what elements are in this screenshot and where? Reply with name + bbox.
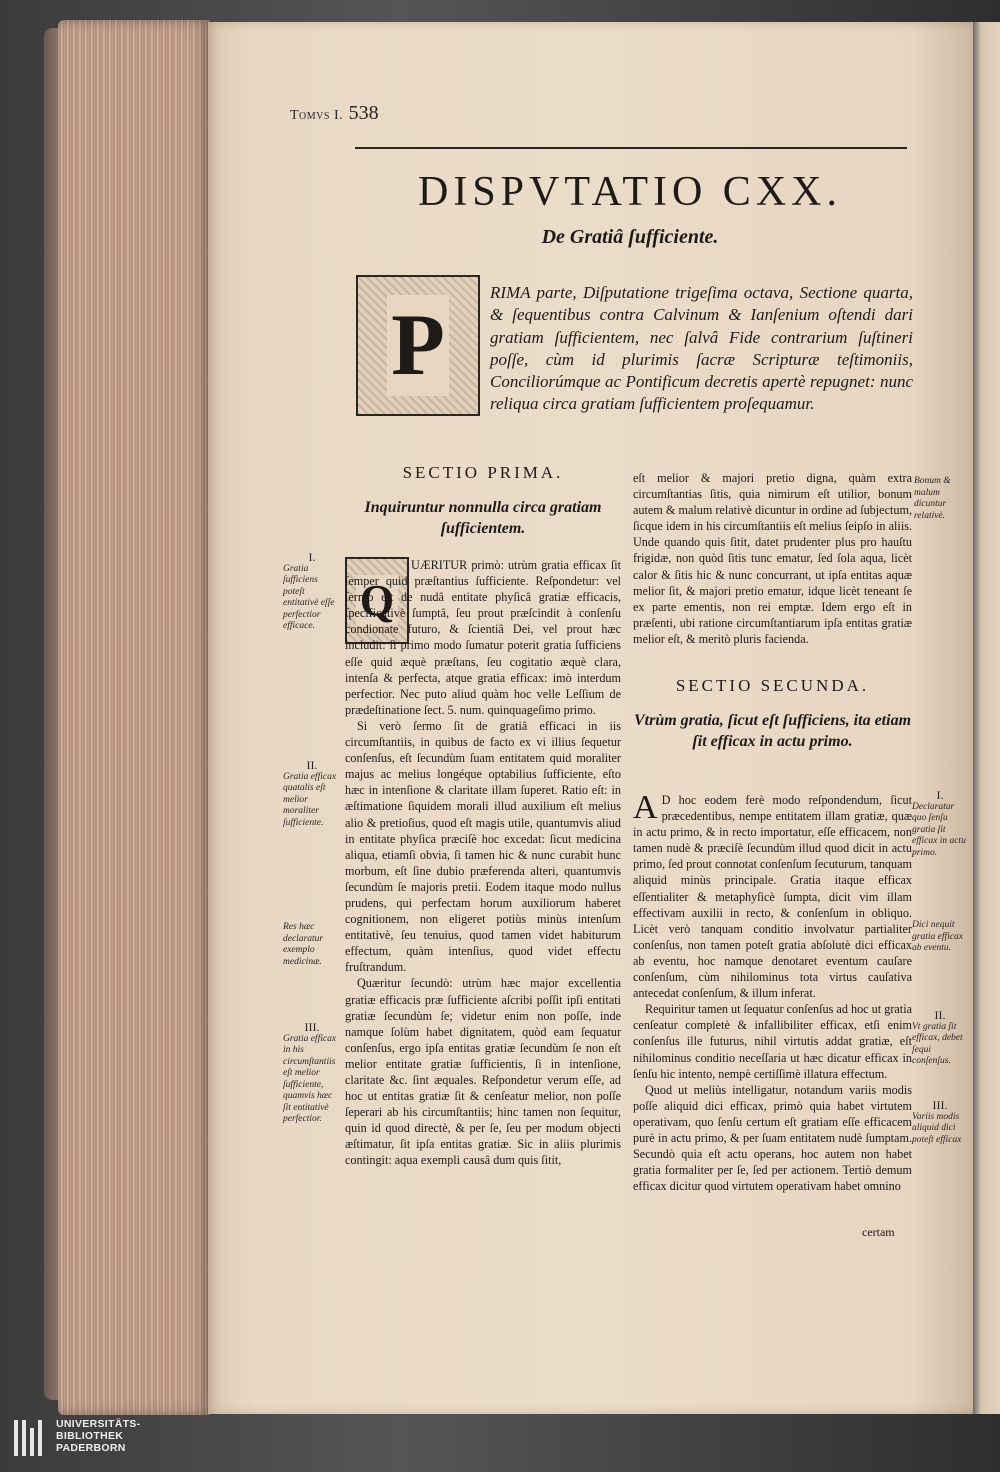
margin-note	[912, 1010, 968, 1068]
paragraph: Requiritur tamen ut ſequatur conſenſus ad hoc ut gratia cenſeatur completè & infallibiliter efficax, etſi enim conſenſus ille futurus, nihil virtutis addat gratiæ, eſt nihilominus conditio neceſſaria ut hæc dicatur efficax in ſenſu hic intento, nempè certiſſimè illatura effectum.	[633, 1002, 912, 1081]
paragraph: Si verò ſermo ſit de gratiâ efficaci in iis circumſtantiis, in quibus de facto ex vi illius ſequetur conſenſus, eſt ſecundùm ſuam entitatem quid moraliter majus ac melius longéque optabilius ſufficiente, eſto hæc in intenſione & claritate illam ſuperet. Ratio eſt: in æſtimatione ſiquidem morali illud auxilium eſt melius alio & pretioſius, quod eſt magis utile, quantumvis aliud in entitate phyſica præciſè hoc excedat: ſicut medicina aliqua, etiamſi obvia, ſi tamen hic & nunc curabit hunc morbum, eſt ſine dubio præferenda alteri, quantumvis ſecundùm ſe majoris pretii. Eodem itaque modo nullus prudens, qui perfectam horum auxiliorum haberet cognitionem, non eligeret potiùs minùs intenſum entitativè, ſeu tenuius, quod tamen videt habiturum effectum, quàm intenſius, quod videt effectu fruſtrandum.	[345, 718, 621, 975]
page-number: 538	[348, 102, 379, 124]
paragraph: Quæritur ſecundò: utrùm hæc major excellentia gratiæ efficacis præ ſufficiente aſcribi poſſit ipſi entitati gratiæ ſecundùm ſe; videtur enim non poſſe, inde namque ſolùm habet dignitatem, quòd eam ſequatur conſenſus, ergo ipſa entitas gratiæ ſecundùm ſe non eſt melior entitate gratiæ ſufficientis, ſi in intenſione, claritate &c. ſint æquales. Reſpondetur verum eſſe, ad hoc ut entitas gratiæ ſit & cenſeatur melior, non poſſe ſeperari ab his circumſtantiis; hinc tamen non ſequitur, quin id quod directè, & per ſe, ſeu per modum objecti æſtimatur, ſit ipſa entitas gratiæ. Sic in aliis plurimis contingit: aqua exempli causâ dum quis ſitit,	[345, 976, 621, 1168]
margin-note	[914, 476, 966, 522]
section-heading: SECTIO SECUNDA.	[675, 676, 870, 695]
initial-letter: P	[387, 295, 449, 396]
margin-text: Dici nequit gratia efficax ab eventu.	[912, 920, 963, 953]
header-rule	[355, 147, 907, 149]
margin-number: III.	[304, 1020, 320, 1034]
margin-text: Gratia efficax in his circumſtantiis eſt melior ſufficiente, quamvis hæc ſit entitativè perfectior.	[283, 1033, 337, 1124]
margin-note	[283, 922, 341, 968]
margin-note	[283, 760, 341, 829]
column-continuation: eſt melior & majori pretio digna, quàm extra circumſtantias ſitis, quia nimirum eſt utilior, bonum autem & malum relativè dicuntur in ordine ad ſubjectum, ſicque idem in his circumſtantiis eſt melius ſeipſo in aliis. Unde quando quis ſitit, datet prudenter plus pro hauſtu frigidæ, non quòd ſitis tunc ematur, ſed ſola aqua, licèt calor & ſitis hic & nunc concurrant, ut ipſa entitas aquæ melior ſit, & majori pretio ematur, idque licèt teneant ſe ex parte ementis, non rei emptæ. Idem ergo eſt in præſenti, ubi ratione circumſtantiarum ipſa entitas gratiæ melior eſt, & meritò pluris facienda.	[633, 471, 912, 646]
margin-number: II.	[934, 1008, 946, 1022]
margin-note	[912, 1100, 968, 1146]
margin-text: Bonum & malum dicuntur relativè.	[914, 476, 951, 521]
section2-text	[633, 789, 912, 1194]
section1-text	[345, 557, 621, 1169]
margin-number: III.	[932, 1098, 948, 1112]
margin-text: Gratia ſufficiens poteſt entitativè eſſe perfectior efficace.	[283, 563, 335, 631]
disputation-subtitle: De Gratiâ ſufficiente.	[541, 226, 719, 248]
paragraph: Quod ut meliùs intelligatur, notandum variis modis poſſe aliquid dici efficax, primò quia habet virtutem operativam, quo ſenſu certum eſt gratiam eſſe efficacem purè in actu primo, & per ſuam entitatem nudè ſumptam. Secundò quia eſt actu operans, hoc autem non habet gratia formaliter per ſe, ſed per actionem. Tertiò demum efficax dicitur quod virtutem operativam habet omnino	[633, 1082, 912, 1194]
disputation-title: DISPVTATIO CXX.	[418, 169, 842, 215]
intro-paragraph: RIMA parte, Diſputatione trigeſima octava, Sectione quarta, & ſequentibus contra Calvinum & Ianſenium oſtendi dari gratiam ſufficientem, nec ſalvâ Fide contrarium ſuſtineri poſſe, cùm id plurimis ſacræ Scripturæ teſtimoniis, Conciliorúmque ac Pontificum decretis apertè repugnet: nunc reliqua circa gratiam ſufficientem proſequamur.	[490, 283, 913, 414]
paragraph-text: D hoc eodem ferè modo reſpondendum, ſicut præcedentibus, nempe entitatem illam gratiæ, quæ in actu primo, & in recto importatur, eſſe efficacem, non tamen nudè & præciſè ſecundùm illud quod dicit in actu primo, ſed prout connotat conſenſum ſecuturum, tanquam aliquid minùs principale. Gratia itaque efficax eſſentialiter & metaphyſicè ſumpta, dicit vim illam effectivam auxilii in recto, & conſenſum in obliquo. Licèt verò tanquam conditio involvatur partialiter conſenſus, non tamen poteſt gratia abſolutè dici efficax ab eventu, hoc namque denotaret eventum cauſare conſenſum, cùm nihilominus tota virtus cauſativa antecedat conſenſum, & illum inferat.	[633, 793, 912, 1001]
margin-note	[283, 1022, 341, 1126]
section-heading: SECTIO PRIMA.	[402, 463, 564, 482]
margin-number: I.	[308, 550, 316, 564]
volume-label: Tomvs I.	[290, 108, 344, 123]
margin-note	[912, 920, 968, 955]
margin-text: Declaratur quo ſenſu gratia ſit efficax in actu primo.	[912, 801, 966, 858]
library-logo-text	[56, 1418, 140, 1454]
logo-line: BIBLIOTHEK	[56, 1430, 124, 1442]
margin-number: II.	[306, 758, 318, 772]
paragraph	[633, 789, 912, 1001]
library-logo	[12, 1418, 140, 1458]
initial-letter: Q	[356, 575, 398, 626]
margin-text: Vt gratia ſit efficax, debet ſequi conſenſus.	[912, 1021, 963, 1066]
section-subheading: Inquiruntur nonnulla circa gratiam ſufficientem.	[364, 499, 602, 537]
margin-note	[912, 790, 968, 859]
margin-text: Gratia efficax quatalis eſt melior moraliter ſufficiente.	[283, 771, 337, 828]
margin-note	[283, 552, 341, 633]
ornamental-initial-p	[356, 275, 480, 416]
margin-number: I.	[936, 788, 944, 802]
paragraph: UÆRITUR primò: utrùm gratia efficax ſit ſemper quid præſtantius ſufficiente. Reſpondetur: vel ſermo eſt de nudâ entitate phyſicâ gratiæ efficacis, ſpecificativè ſumptâ, ſeu prout præſcindit à conſenſu condionate futuro, & ſcientiâ Dei, vel prout hæc includit: ſi primo modo ſumatur poterit gratia ſufficiens eſſe quid æquè præſtans, ſeu cogitatio æquè clara, intenſa & perfecta, atque gratia efficax: imò interdum perfectior. Nec puto aliud quàm hoc velle Leſſium de prædeſtinatione ſect. 5. num. quinquageſimo primo.	[345, 558, 621, 717]
margin-text: Variis modis aliquid dici poteſt efficax	[912, 1111, 962, 1145]
running-header	[290, 102, 379, 125]
section-subheading: Vtrùm gratia, ſicut eſt ſufficiens, ita etiam ſit efficax in actu primo.	[633, 712, 912, 750]
logo-line: PADERBORN	[56, 1442, 126, 1454]
library-logo-icon	[12, 1418, 50, 1458]
catchword: certam	[862, 1225, 895, 1239]
margin-text: Res hæc declaratur exemplo medicinæ.	[283, 922, 324, 967]
facing-page-sliver	[973, 22, 1000, 1414]
logo-line: UNIVERSITÄTS-	[56, 1418, 141, 1430]
book-page-edges	[58, 20, 210, 1415]
large-initial: A	[633, 789, 658, 826]
